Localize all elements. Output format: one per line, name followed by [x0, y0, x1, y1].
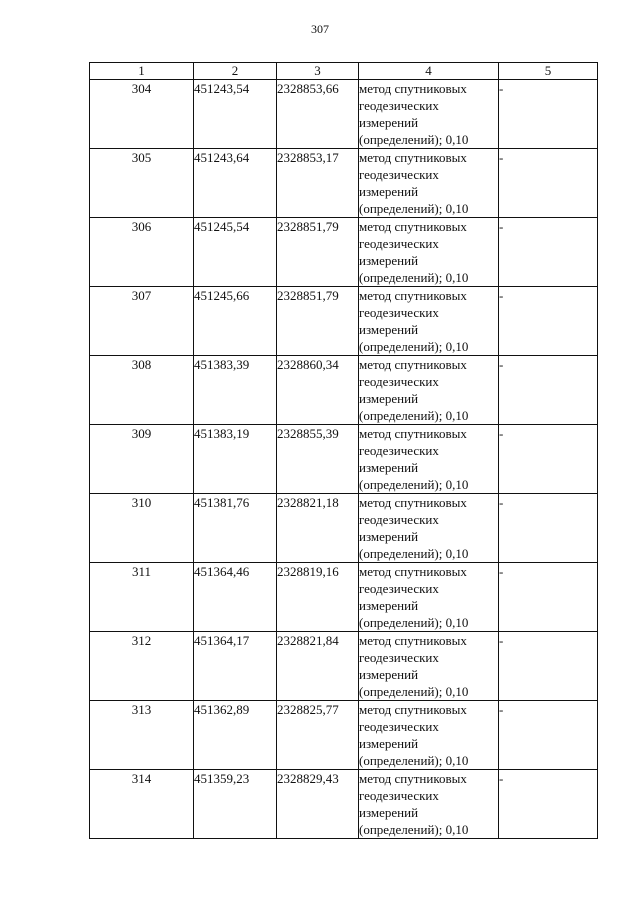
y-coordinate-cell: 2328853,17 [277, 149, 359, 218]
table-row [90, 563, 598, 632]
method-accuracy-cell: метод спутниковых геодезических измерений (определений); 0,10 [359, 563, 499, 632]
y-coordinate-cell: 2328829,43 [277, 770, 359, 839]
point-number-cell: 308 [90, 356, 194, 425]
column-header-1: 1 [90, 63, 194, 80]
y-coordinate-cell: 2328821,18 [277, 494, 359, 563]
description-cell: - [499, 494, 598, 563]
table-row [90, 632, 598, 701]
point-number-cell: 306 [90, 218, 194, 287]
description-cell: - [499, 632, 598, 701]
method-accuracy-cell: метод спутниковых геодезических измерений (определений); 0,10 [359, 80, 499, 149]
x-coordinate-cell: 451243,54 [194, 80, 277, 149]
table-row [90, 218, 598, 287]
point-number-cell: 310 [90, 494, 194, 563]
x-coordinate-cell: 451364,17 [194, 632, 277, 701]
table-row [90, 701, 598, 770]
table-row [90, 80, 598, 149]
x-coordinate-cell: 451364,46 [194, 563, 277, 632]
y-coordinate-cell: 2328855,39 [277, 425, 359, 494]
table-body [90, 80, 598, 839]
method-accuracy-cell: метод спутниковых геодезических измерений (определений); 0,10 [359, 287, 499, 356]
x-coordinate-cell: 451383,19 [194, 425, 277, 494]
y-coordinate-cell: 2328819,16 [277, 563, 359, 632]
description-cell: - [499, 287, 598, 356]
description-cell: - [499, 770, 598, 839]
point-number-cell: 311 [90, 563, 194, 632]
method-accuracy-cell: метод спутниковых геодезических измерений (определений); 0,10 [359, 356, 499, 425]
column-header-3: 3 [277, 63, 359, 80]
x-coordinate-cell: 451362,89 [194, 701, 277, 770]
y-coordinate-cell: 2328851,79 [277, 287, 359, 356]
column-header-4: 4 [359, 63, 499, 80]
description-cell: - [499, 80, 598, 149]
point-number-cell: 304 [90, 80, 194, 149]
description-cell: - [499, 563, 598, 632]
x-coordinate-cell: 451381,76 [194, 494, 277, 563]
table-row [90, 494, 598, 563]
description-cell: - [499, 218, 598, 287]
point-number-cell: 307 [90, 287, 194, 356]
y-coordinate-cell: 2328860,34 [277, 356, 359, 425]
y-coordinate-cell: 2328821,84 [277, 632, 359, 701]
coordinates-table [89, 62, 598, 839]
column-header-2: 2 [194, 63, 277, 80]
x-coordinate-cell: 451245,66 [194, 287, 277, 356]
point-number-cell: 312 [90, 632, 194, 701]
description-cell: - [499, 356, 598, 425]
x-coordinate-cell: 451243,64 [194, 149, 277, 218]
point-number-cell: 309 [90, 425, 194, 494]
method-accuracy-cell: метод спутниковых геодезических измерений (определений); 0,10 [359, 701, 499, 770]
description-cell: - [499, 149, 598, 218]
column-header-5: 5 [499, 63, 598, 80]
table-row [90, 770, 598, 839]
point-number-cell: 313 [90, 701, 194, 770]
table-row [90, 425, 598, 494]
y-coordinate-cell: 2328851,79 [277, 218, 359, 287]
x-coordinate-cell: 451383,39 [194, 356, 277, 425]
method-accuracy-cell: метод спутниковых геодезических измерений (определений); 0,10 [359, 425, 499, 494]
table-row [90, 149, 598, 218]
table-header-row [90, 63, 598, 80]
point-number-cell: 305 [90, 149, 194, 218]
description-cell: - [499, 701, 598, 770]
method-accuracy-cell: метод спутниковых геодезических измерений (определений); 0,10 [359, 218, 499, 287]
y-coordinate-cell: 2328825,77 [277, 701, 359, 770]
table-row [90, 287, 598, 356]
method-accuracy-cell: метод спутниковых геодезических измерений (определений); 0,10 [359, 149, 499, 218]
description-cell: - [499, 425, 598, 494]
method-accuracy-cell: метод спутниковых геодезических измерений (определений); 0,10 [359, 770, 499, 839]
table-row [90, 356, 598, 425]
x-coordinate-cell: 451359,23 [194, 770, 277, 839]
page-number: 307 [311, 22, 329, 36]
point-number-cell: 314 [90, 770, 194, 839]
y-coordinate-cell: 2328853,66 [277, 80, 359, 149]
x-coordinate-cell: 451245,54 [194, 218, 277, 287]
method-accuracy-cell: метод спутниковых геодезических измерений (определений); 0,10 [359, 632, 499, 701]
method-accuracy-cell: метод спутниковых геодезических измерений (определений); 0,10 [359, 494, 499, 563]
